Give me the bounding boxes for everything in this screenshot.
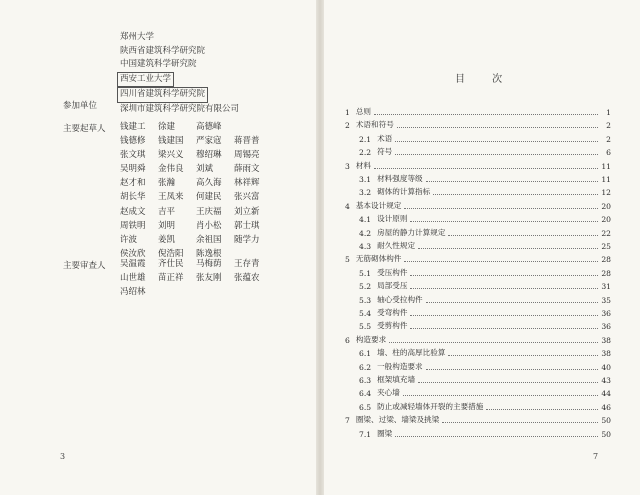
toc-entry[interactable] — [345, 306, 611, 318]
toc-leader-dots — [486, 409, 598, 410]
person-name: 张文琪 — [120, 150, 146, 161]
person-name: 许波 — [120, 234, 138, 245]
person-name: 王存青 — [234, 259, 260, 269]
toc-entry-title: 圈梁 — [377, 428, 393, 438]
names-row — [120, 148, 272, 162]
person-name: 山世雄 — [120, 273, 146, 284]
person-name: 钱建国 — [158, 136, 184, 147]
toc-entry[interactable] — [345, 319, 611, 331]
toc-entry-number: 3.1 — [359, 175, 372, 184]
toc-leader-dots — [374, 114, 598, 115]
toc-leader-dots — [410, 328, 598, 329]
toc-entry-number: 6.3 — [359, 376, 372, 385]
toc-entry-page: 6 — [606, 148, 611, 158]
person-name: 胡长华 — [120, 192, 146, 203]
names-row — [120, 271, 272, 285]
toc-leader-dots — [426, 302, 598, 303]
toc-entry-number: 6.5 — [359, 402, 372, 412]
person-name: 穆绍琳 — [196, 150, 222, 161]
toc-entry-number: 4.2 — [359, 228, 372, 238]
toc-entry-title: 受剪构件 — [377, 321, 408, 331]
toc-entry-page: 20 — [601, 201, 611, 211]
toc-entry-page: 11 — [601, 175, 611, 184]
person-name: 徐建 — [158, 122, 176, 132]
toc-entry[interactable] — [345, 132, 611, 144]
person-name: 赵成文 — [120, 206, 146, 217]
person-name: 高久海 — [196, 178, 222, 189]
names-row — [120, 134, 272, 148]
toc-leader-dots — [395, 141, 598, 142]
person-name: 苗正祥 — [158, 273, 184, 284]
toc-entry-number: 7.1 — [359, 429, 372, 439]
toc-entry-number: 5.3 — [359, 295, 372, 305]
toc-entry-title: 墙、柱的高厚比验算 — [377, 348, 446, 358]
reviewers-label: 主要审查人 — [63, 261, 106, 271]
toc-entry-page: 38 — [601, 335, 611, 345]
toc-entry-title: 材料强度等级 — [377, 174, 423, 183]
toc-entry-title: 总则 — [355, 107, 372, 116]
person-name: 马梅荫 — [196, 259, 222, 269]
toc-entry[interactable] — [345, 333, 611, 345]
toc-leader-dots — [404, 261, 598, 262]
toc-entry[interactable] — [345, 199, 611, 211]
person-name: 侯汝欣 — [120, 248, 146, 259]
toc-leader-dots — [404, 208, 598, 209]
left-page-number: 3 — [60, 452, 66, 461]
toc-entry-number: 5 — [345, 255, 350, 265]
person-name: 王庆福 — [196, 206, 222, 217]
toc-entry-title: 局部受压 — [377, 281, 408, 291]
toc-entry-number: 5.2 — [359, 282, 372, 292]
toc-title: 目 次 — [455, 74, 515, 85]
person-name: 高德峰 — [196, 122, 222, 132]
unit-item: 深圳市建筑科学研究院有限公司 — [120, 103, 240, 114]
toc-entry[interactable] — [345, 118, 611, 130]
person-name: 钱建工 — [120, 122, 146, 132]
toc-leader-dots — [395, 154, 598, 155]
toc-entry-title: 无筋砌体构件 — [355, 254, 402, 264]
toc-entry-page: 43 — [601, 376, 611, 385]
person-name: 刘立新 — [234, 206, 260, 217]
toc-leader-dots — [403, 395, 598, 396]
right-page-number: 7 — [593, 452, 599, 461]
reviewers-names-grid — [120, 257, 272, 299]
person-name: 张友刚 — [196, 273, 222, 284]
toc-entry-number: 4.3 — [359, 242, 372, 251]
toc-entry-page: 22 — [601, 228, 611, 238]
participating-units-label: 参加单位 — [63, 101, 98, 111]
toc-leader-dots — [426, 369, 598, 370]
toc-entry-number: 5.5 — [359, 322, 372, 332]
person-name: 姜凯 — [158, 234, 176, 245]
toc-entry-page: 46 — [601, 402, 611, 412]
person-name: 肖小松 — [196, 220, 222, 231]
unit-item: 西安工业大学 — [120, 72, 239, 88]
toc-entry-number: 5.1 — [359, 268, 372, 278]
person-name: 林祥辉 — [234, 178, 260, 189]
toc-leader-dots — [426, 181, 598, 182]
person-name — [234, 120, 272, 134]
toc-entry-title: 设计原则 — [377, 214, 408, 224]
toc-entry-number: 6.4 — [359, 389, 372, 399]
toc-leader-dots — [374, 168, 598, 169]
drafters-label: 主要起草人 — [63, 124, 106, 134]
toc-entry-title: 圈梁、过梁、墙梁及挑梁 — [355, 415, 440, 425]
person-name: 吉平 — [158, 206, 176, 217]
toc-entry[interactable] — [345, 145, 611, 157]
toc-entry-number: 6.1 — [359, 349, 372, 359]
toc-leader-dots — [418, 382, 598, 383]
toc-entry-title: 框架填充墙 — [377, 375, 416, 384]
toc-entry-number: 7 — [345, 416, 350, 426]
person-name: 张蕴农 — [234, 273, 260, 284]
toc-entry[interactable] — [345, 413, 611, 425]
toc-entry[interactable] — [345, 159, 611, 171]
toc-entry[interactable] — [345, 346, 611, 358]
toc-leader-dots — [433, 194, 598, 195]
person-name: 齐仕民 — [158, 259, 184, 269]
toc-leader-dots — [389, 342, 598, 343]
toc-entry-title: 基本设计规定 — [355, 200, 402, 210]
toc-entry[interactable] — [345, 279, 611, 291]
names-row — [120, 219, 272, 233]
toc-entry-title: 术语和符号 — [355, 120, 394, 130]
names-row — [120, 176, 272, 190]
person-name: 王凤来 — [158, 192, 184, 203]
toc-leader-dots — [410, 275, 598, 276]
toc-entry[interactable] — [345, 360, 611, 372]
toc-entry[interactable] — [345, 373, 611, 385]
person-name: 张瀚 — [158, 178, 176, 189]
person-name: 严家寇 — [196, 136, 222, 147]
toc-entry[interactable] — [345, 185, 611, 197]
toc-entry-number: 4.1 — [359, 215, 372, 225]
names-row — [120, 285, 272, 299]
toc-entry[interactable] — [345, 386, 611, 398]
person-name — [158, 285, 196, 299]
toc-entry-page: 36 — [601, 322, 611, 332]
toc-entry-number: 2.1 — [359, 134, 372, 144]
toc-leader-dots — [395, 436, 598, 437]
toc-entry-title: 材料 — [355, 160, 372, 170]
toc-entry-title: 一般构造要求 — [377, 361, 423, 371]
toc-entry-number: 6.2 — [359, 362, 372, 372]
toc-entry[interactable] — [345, 252, 611, 264]
person-name: 郭士琪 — [234, 220, 260, 231]
toc-entry-number: 1 — [345, 108, 350, 117]
unit-item: 四川省建筑科学研究院 — [120, 87, 239, 103]
toc-entry-page: 25 — [601, 242, 611, 251]
toc-entry[interactable] — [345, 400, 611, 412]
toc-entry-page: 12 — [601, 188, 611, 198]
toc-entry-number: 5.4 — [359, 309, 372, 318]
person-name: 刘明 — [158, 220, 176, 231]
toc-entry-title: 夹心墙 — [377, 388, 400, 398]
toc-entry-page: 40 — [601, 362, 611, 372]
toc-entry[interactable] — [345, 293, 611, 305]
toc-leader-dots — [418, 248, 598, 249]
toc-entry-title: 耐久性规定 — [377, 241, 416, 250]
person-name: 余祖国 — [196, 234, 222, 245]
toc-entry[interactable] — [345, 105, 611, 117]
names-row — [120, 162, 272, 176]
names-row — [120, 205, 272, 219]
book-gutter — [316, 0, 324, 495]
toc-leader-dots — [410, 288, 598, 289]
person-name: 梁兴义 — [158, 150, 184, 161]
unit-item: 郑州大学 — [120, 32, 155, 42]
toc-entry[interactable] — [345, 212, 611, 224]
toc-entry[interactable] — [345, 239, 611, 251]
unit-item: 中国建筑科学研究院 — [120, 59, 197, 70]
toc-entry[interactable] — [345, 226, 611, 238]
person-name: 张兴富 — [234, 192, 260, 203]
person-name: 陈逸根 — [196, 248, 222, 259]
toc-entry-page: 2 — [606, 134, 611, 144]
person-name: 冯绍林 — [120, 287, 146, 298]
person-name: 吴温霞 — [120, 259, 146, 269]
names-row — [120, 190, 272, 204]
toc-entry-title: 房屋的静力计算规定 — [377, 227, 446, 237]
toc-entry-page: 44 — [601, 389, 611, 399]
person-name: 刘斌 — [196, 164, 214, 175]
toc-entry[interactable] — [345, 427, 611, 439]
toc-entry-page: 36 — [601, 309, 611, 318]
toc-entry-title: 术语 — [377, 133, 393, 143]
toc-leader-dots — [448, 235, 598, 236]
names-row — [120, 120, 272, 134]
toc-entry-number: 2 — [345, 121, 350, 131]
toc-entry-title: 符号 — [377, 147, 393, 157]
person-name: 薛雨文 — [234, 164, 260, 175]
person-name — [234, 285, 272, 299]
person-name: 蒋晋普 — [234, 136, 260, 147]
person-name: 何建民 — [196, 192, 222, 203]
person-name: 倪浩阳 — [158, 248, 184, 259]
unit-item: 陕西省建筑科学研究院 — [120, 45, 206, 56]
toc-leader-dots — [410, 315, 598, 316]
person-name: 金伟良 — [158, 164, 184, 175]
toc-entry[interactable] — [345, 266, 611, 278]
person-name: 吴明舜 — [120, 164, 146, 175]
toc-entry-number: 2.2 — [359, 148, 372, 158]
toc-entry-title: 轴心受拉构件 — [377, 294, 423, 304]
toc-entry-title: 构造要求 — [355, 334, 387, 344]
toc-entry-page: 20 — [601, 215, 611, 225]
person-name: 钱德修 — [120, 136, 146, 147]
toc-leader-dots — [410, 221, 598, 222]
toc-entry-number: 6 — [345, 335, 350, 345]
toc-entry-title: 防止或减轻墙体开裂的主要措施 — [377, 401, 484, 411]
toc-entry-title: 受弯构件 — [377, 308, 408, 317]
person-name: 周铁明 — [120, 220, 146, 231]
toc-leader-dots — [397, 127, 598, 128]
toc-entry-page: 11 — [601, 161, 611, 171]
names-row — [120, 233, 272, 247]
toc-entry-page: 31 — [601, 282, 611, 292]
toc-entry-page: 28 — [601, 268, 611, 278]
names-row — [120, 257, 272, 271]
toc-leader-dots — [448, 355, 598, 356]
toc-entry-number: 4 — [345, 201, 350, 211]
toc-entry[interactable] — [345, 172, 611, 184]
toc-entry-title: 受压构件 — [377, 267, 408, 277]
toc-entry-page: 2 — [606, 121, 611, 131]
person-name: 周锡亮 — [234, 150, 260, 161]
person-name — [196, 285, 234, 299]
toc-entry-page: 1 — [606, 108, 611, 117]
toc-entry-page: 50 — [601, 429, 611, 439]
toc-entry-page: 28 — [601, 255, 611, 265]
person-name: 随学力 — [234, 234, 260, 245]
toc-entry-page: 38 — [601, 349, 611, 359]
toc-entry-page: 35 — [601, 295, 611, 305]
drafters-names-grid — [120, 120, 272, 261]
toc-leader-dots — [442, 422, 598, 423]
participating-units-list — [120, 31, 239, 117]
toc-entry-number: 3 — [345, 161, 350, 171]
toc-entry-number: 3.2 — [359, 188, 372, 198]
toc-entry-page: 50 — [601, 416, 611, 426]
person-name: 赵才和 — [120, 178, 146, 189]
toc-entry-title: 砌体的计算指标 — [377, 187, 431, 197]
